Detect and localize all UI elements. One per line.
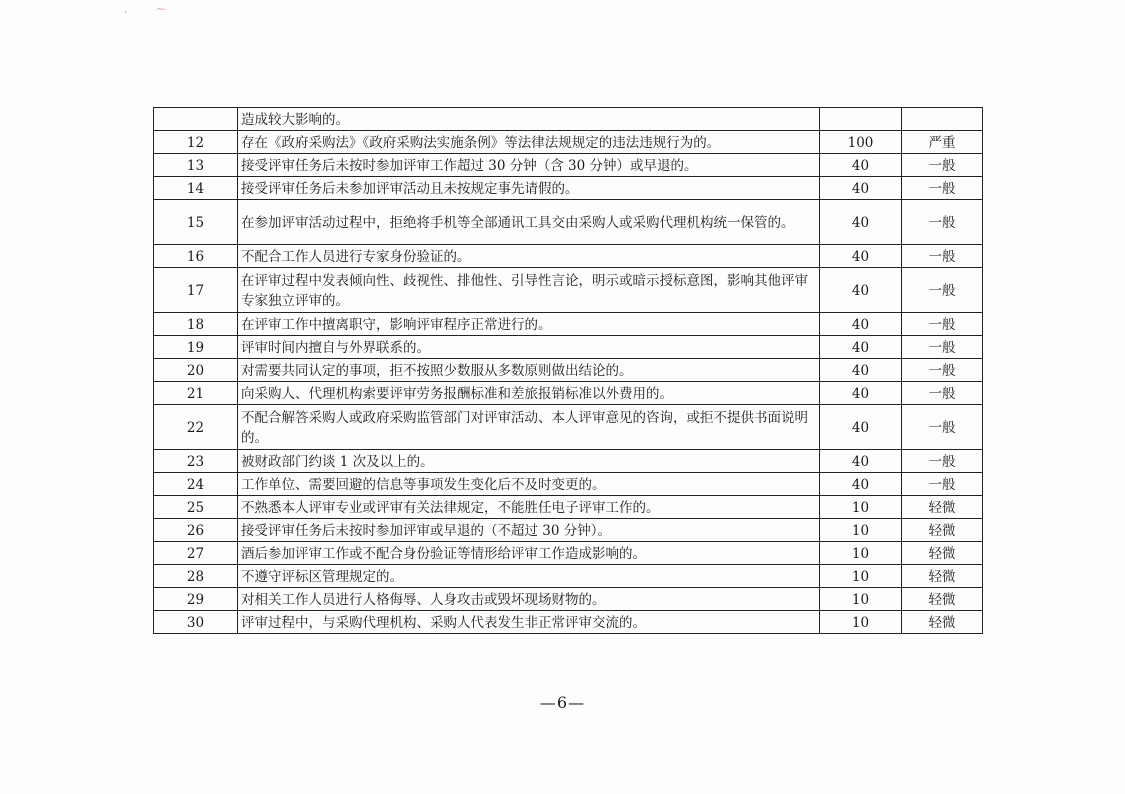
row-number: 16	[154, 245, 238, 268]
row-description: 接受评审任务后未按时参加评审或早退的（不超过 30 分钟）。	[238, 519, 820, 542]
row-score: 10	[820, 565, 902, 588]
table-row	[154, 245, 983, 268]
row-description: 在评审过程中发表倾向性、歧视性、排他性、引导性言论，明示或暗示授标意图，影响其他评审专家独立评审的。	[238, 268, 820, 313]
table-row	[154, 336, 983, 359]
row-number	[154, 108, 238, 131]
row-score: 40	[820, 336, 902, 359]
row-description: 对相关工作人员进行人格侮辱、人身攻击或毁坏现场财物的。	[238, 588, 820, 611]
scan-artifact: ~	[156, 2, 167, 16]
table-row	[154, 108, 983, 131]
row-description: 对需要共同认定的事项，拒不按照少数服从多数原则做出结论的。	[238, 359, 820, 382]
row-level: 一般	[902, 450, 983, 473]
row-level: 轻微	[902, 611, 983, 634]
table-row	[154, 405, 983, 450]
row-level: 一般	[902, 245, 983, 268]
row-number: 28	[154, 565, 238, 588]
row-description: 工作单位、需要回避的信息等事项发生变化后不及时变更的。	[238, 473, 820, 496]
row-score: 40	[820, 154, 902, 177]
row-description: 在评审工作中擅离职守，影响评审程序正常进行的。	[238, 313, 820, 336]
row-description: 在参加评审活动过程中，拒绝将手机等全部通讯工具交由采购人或采购代理机构统一保管的。	[238, 200, 820, 245]
table-row	[154, 382, 983, 405]
row-level: 严重	[902, 131, 983, 154]
row-level: 轻微	[902, 565, 983, 588]
row-number: 17	[154, 268, 238, 313]
row-description: 存在《政府采购法》《政府采购法实施条例》等法律法规规定的违法违规行为的。	[238, 131, 820, 154]
row-score: 100	[820, 131, 902, 154]
row-level: 一般	[902, 313, 983, 336]
row-score: 40	[820, 450, 902, 473]
row-number: 13	[154, 154, 238, 177]
row-description: 评审过程中，与采购代理机构、采购人代表发生非正常评审交流的。	[238, 611, 820, 634]
table-row	[154, 313, 983, 336]
table-row	[154, 359, 983, 382]
row-level: 一般	[902, 382, 983, 405]
row-number: 21	[154, 382, 238, 405]
row-level: 轻微	[902, 588, 983, 611]
row-description: 向采购人、代理机构索要评审劳务报酬标准和差旅报销标准以外费用的。	[238, 382, 820, 405]
row-description: 接受评审任务后未按时参加评审工作超过 30 分钟（含 30 分钟）或早退的。	[238, 154, 820, 177]
row-number: 23	[154, 450, 238, 473]
table-row	[154, 519, 983, 542]
row-level: 一般	[902, 405, 983, 450]
row-description: 不熟悉本人评审专业或评审有关法律规定，不能胜任电子评审工作的。	[238, 496, 820, 519]
table-row	[154, 496, 983, 519]
row-number: 30	[154, 611, 238, 634]
table-row	[154, 154, 983, 177]
row-score: 40	[820, 200, 902, 245]
row-number: 20	[154, 359, 238, 382]
row-description: 接受评审任务后未参加评审活动且未按规定事先请假的。	[238, 177, 820, 200]
row-score: 40	[820, 177, 902, 200]
violation-table	[153, 107, 983, 634]
row-number: 12	[154, 131, 238, 154]
row-level: 轻微	[902, 542, 983, 565]
row-level: 一般	[902, 154, 983, 177]
row-score: 40	[820, 313, 902, 336]
table-row	[154, 268, 983, 313]
page-number: —6—	[539, 693, 586, 712]
row-number: 27	[154, 542, 238, 565]
row-number: 24	[154, 473, 238, 496]
row-level	[902, 108, 983, 131]
row-number: 25	[154, 496, 238, 519]
row-number: 26	[154, 519, 238, 542]
row-number: 15	[154, 200, 238, 245]
table-row	[154, 177, 983, 200]
table-row	[154, 131, 983, 154]
table-row	[154, 200, 983, 245]
row-level: 一般	[902, 177, 983, 200]
row-number: 19	[154, 336, 238, 359]
row-level: 一般	[902, 359, 983, 382]
row-score: 10	[820, 611, 902, 634]
row-score: 40	[820, 359, 902, 382]
row-description: 不配合工作人员进行专家身份验证的。	[238, 245, 820, 268]
row-number: 22	[154, 405, 238, 450]
row-number: 14	[154, 177, 238, 200]
table-row	[154, 588, 983, 611]
row-number: 29	[154, 588, 238, 611]
row-number: 18	[154, 313, 238, 336]
row-description: 酒后参加评审工作或不配合身份验证等情形给评审工作造成影响的。	[238, 542, 820, 565]
table-row	[154, 542, 983, 565]
scan-artifact: ,	[124, 4, 128, 15]
row-score: 10	[820, 542, 902, 565]
row-level: 一般	[902, 268, 983, 313]
row-score	[820, 108, 902, 131]
table-row	[154, 450, 983, 473]
table-row	[154, 611, 983, 634]
row-description: 评审时间内擅自与外界联系的。	[238, 336, 820, 359]
row-level: 轻微	[902, 519, 983, 542]
row-level: 轻微	[902, 496, 983, 519]
row-level: 一般	[902, 473, 983, 496]
row-score: 40	[820, 473, 902, 496]
table-row	[154, 565, 983, 588]
row-score: 10	[820, 496, 902, 519]
row-level: 一般	[902, 336, 983, 359]
row-score: 40	[820, 245, 902, 268]
table-row	[154, 473, 983, 496]
row-score: 40	[820, 382, 902, 405]
row-description: 不配合解答采购人或政府采购监管部门对评审活动、本人评审意见的咨询，或拒不提供书面说明的。	[238, 405, 820, 450]
row-score: 10	[820, 588, 902, 611]
row-level: 一般	[902, 200, 983, 245]
row-description: 造成较大影响的。	[238, 108, 820, 131]
row-score: 40	[820, 268, 902, 313]
row-score: 40	[820, 405, 902, 450]
row-score: 10	[820, 519, 902, 542]
row-description: 不遵守评标区管理规定的。	[238, 565, 820, 588]
row-description: 被财政部门约谈 1 次及以上的。	[238, 450, 820, 473]
